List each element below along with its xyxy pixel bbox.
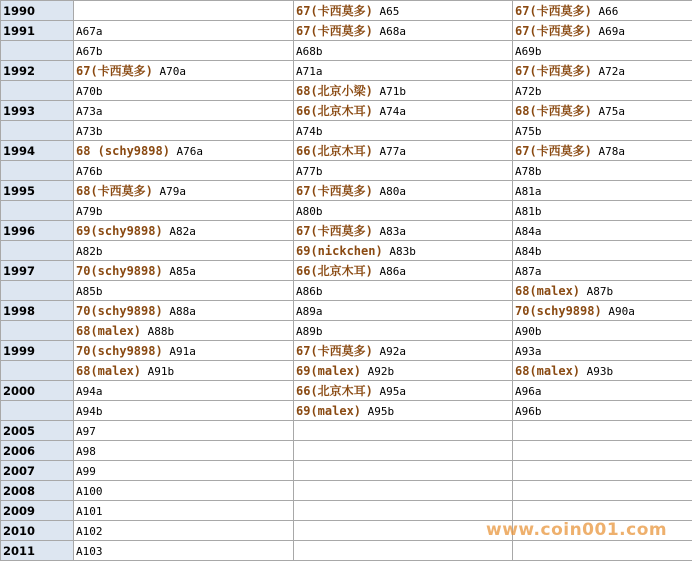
- grade-annotation: 67(卡西莫多): [296, 4, 373, 18]
- table-cell: [513, 161, 692, 181]
- year-cell: [1, 321, 74, 341]
- grade-annotation: 68(卡西莫多): [76, 184, 153, 198]
- table-cell: [294, 101, 513, 121]
- table-cell: [294, 501, 513, 521]
- table-cell: [294, 361, 513, 381]
- catalog-code: A75b: [515, 125, 542, 138]
- year-cell: 1995: [1, 181, 74, 201]
- table-cell: [74, 441, 294, 461]
- catalog-code: A94b: [76, 405, 103, 418]
- table-cell: [294, 481, 513, 501]
- catalog-code: A89b: [296, 325, 323, 338]
- catalog-code: A90b: [515, 325, 542, 338]
- table-cell: [294, 341, 513, 361]
- year-cell: 2005: [1, 421, 74, 441]
- table-cell: [294, 461, 513, 481]
- table-cell: [294, 401, 513, 421]
- catalog-code: A71b: [380, 85, 407, 98]
- table-row: [1, 201, 692, 221]
- table-row: [1, 281, 692, 301]
- table-cell: [74, 461, 294, 481]
- grade-annotation: 69(nickchen): [296, 244, 383, 258]
- table-cell: [74, 101, 294, 121]
- catalog-code: A87b: [587, 285, 614, 298]
- year-cell: 1993: [1, 101, 74, 121]
- table-cell: [513, 301, 692, 321]
- table-cell: [513, 501, 692, 521]
- grade-annotation: 68(malex): [515, 284, 580, 298]
- catalog-code: A85a: [169, 265, 196, 278]
- table-cell: [74, 381, 294, 401]
- table-cell: [294, 81, 513, 101]
- table-cell: [513, 101, 692, 121]
- catalog-code: A84a: [515, 225, 542, 238]
- table-cell: [294, 421, 513, 441]
- catalog-code: A70a: [160, 65, 187, 78]
- catalog-code: A88a: [169, 305, 196, 318]
- catalog-code: A76a: [177, 145, 204, 158]
- catalog-code: A91a: [169, 345, 196, 358]
- table-cell: [294, 201, 513, 221]
- year-cell: [1, 241, 74, 261]
- table-cell: [294, 181, 513, 201]
- table-cell: [74, 361, 294, 381]
- catalog-code: A86b: [296, 285, 323, 298]
- table-cell: [74, 321, 294, 341]
- table-cell: [294, 121, 513, 141]
- table-cell: [513, 241, 692, 261]
- table-row: [1, 461, 692, 481]
- table-row: [1, 181, 692, 201]
- catalog-code: A96b: [515, 405, 542, 418]
- grade-annotation: 70(schy9898): [76, 264, 163, 278]
- grade-annotation: 67(卡西莫多): [296, 184, 373, 198]
- catalog-code: A92b: [368, 365, 395, 378]
- table-cell: [74, 41, 294, 61]
- catalog-code: A87a: [515, 265, 542, 278]
- table-cell: [74, 1, 294, 21]
- table-row: [1, 361, 692, 381]
- table-cell: [294, 221, 513, 241]
- catalog-code: A95b: [368, 405, 395, 418]
- catalog-code: A81a: [515, 185, 542, 198]
- year-cell: [1, 121, 74, 141]
- year-cell: [1, 201, 74, 221]
- watermark: www.coin001.com: [486, 520, 667, 540]
- catalog-code: A96a: [515, 385, 542, 398]
- table-cell: [74, 501, 294, 521]
- table-cell: [74, 121, 294, 141]
- table-cell: [294, 521, 513, 541]
- table-cell: [74, 201, 294, 221]
- grade-annotation: 70(schy9898): [76, 344, 163, 358]
- table-cell: [513, 341, 692, 361]
- grade-annotation: 70(schy9898): [76, 304, 163, 318]
- catalog-code: A71a: [296, 65, 323, 78]
- table-row: [1, 221, 692, 241]
- catalog-code: A72a: [599, 65, 626, 78]
- catalog-code: A78a: [599, 145, 626, 158]
- catalog-code: A73b: [76, 125, 103, 138]
- catalog-code: A101: [76, 505, 103, 518]
- catalog-code: A66: [599, 5, 619, 18]
- table-cell: [74, 181, 294, 201]
- table-cell: [74, 401, 294, 421]
- year-cell: [1, 401, 74, 421]
- table-row: [1, 1, 692, 21]
- table-row: [1, 61, 692, 81]
- catalog-code: A79a: [160, 185, 187, 198]
- table-cell: [74, 141, 294, 161]
- catalog-code: A99: [76, 465, 96, 478]
- catalog-code: A67b: [76, 45, 103, 58]
- year-cell: 1999: [1, 341, 74, 361]
- table-cell: [513, 481, 692, 501]
- grade-annotation: 66(北京木耳): [296, 264, 373, 278]
- table-cell: [294, 241, 513, 261]
- table-row: [1, 241, 692, 261]
- table-row: [1, 481, 692, 501]
- catalog-code: A68a: [380, 25, 407, 38]
- year-cell: 1996: [1, 221, 74, 241]
- catalog-code: A74a: [380, 105, 407, 118]
- table-cell: [513, 61, 692, 81]
- table-row: [1, 321, 692, 341]
- catalog-code: A93a: [515, 345, 542, 358]
- table-cell: [74, 421, 294, 441]
- table-cell: [513, 261, 692, 281]
- catalog-code: A69b: [515, 45, 542, 58]
- table-cell: [513, 121, 692, 141]
- table-row: [1, 141, 692, 161]
- catalog-code: A69a: [599, 25, 626, 38]
- catalog-code: A98: [76, 445, 96, 458]
- table-cell: [294, 281, 513, 301]
- year-cell: [1, 81, 74, 101]
- table-cell: [513, 361, 692, 381]
- catalog-code: A97: [76, 425, 96, 438]
- year-cell: [1, 361, 74, 381]
- table-cell: [294, 441, 513, 461]
- catalog-code: A70b: [76, 85, 103, 98]
- table-row: [1, 121, 692, 141]
- catalog-code: A80a: [380, 185, 407, 198]
- year-cell: 2008: [1, 481, 74, 501]
- grade-annotation: 68(malex): [515, 364, 580, 378]
- catalog-code: A83b: [389, 245, 416, 258]
- table-cell: [74, 21, 294, 41]
- catalog-code: A103: [76, 545, 103, 558]
- table-cell: [74, 241, 294, 261]
- year-cell: 1991: [1, 21, 74, 41]
- grade-table-body: [1, 1, 692, 561]
- table-row: [1, 101, 692, 121]
- table-cell: [513, 141, 692, 161]
- table-cell: [74, 81, 294, 101]
- table-row: [1, 81, 692, 101]
- table-cell: [294, 21, 513, 41]
- catalog-code: A77b: [296, 165, 323, 178]
- table-cell: [74, 301, 294, 321]
- catalog-code: A82b: [76, 245, 103, 258]
- grade-annotation: 68(malex): [76, 324, 141, 338]
- catalog-code: A100: [76, 485, 103, 498]
- catalog-code: A65: [380, 5, 400, 18]
- table-row: [1, 501, 692, 521]
- year-cell: 1990: [1, 1, 74, 21]
- table-cell: [294, 381, 513, 401]
- table-cell: [74, 481, 294, 501]
- year-cell: 1992: [1, 61, 74, 81]
- table-cell: [513, 441, 692, 461]
- table-cell: [513, 201, 692, 221]
- grade-annotation: 68(malex): [76, 364, 141, 378]
- year-cell: 2009: [1, 501, 74, 521]
- grade-annotation: 70(schy9898): [515, 304, 602, 318]
- grade-annotation: 67(卡西莫多): [515, 4, 592, 18]
- table-row: [1, 161, 692, 181]
- table-cell: [294, 41, 513, 61]
- table-cell: [513, 41, 692, 61]
- catalog-code: A85b: [76, 285, 103, 298]
- table-cell: [294, 321, 513, 341]
- table-cell: [294, 141, 513, 161]
- grade-annotation: 66(北京木耳): [296, 144, 373, 158]
- catalog-code: A95a: [380, 385, 407, 398]
- table-cell: [74, 261, 294, 281]
- table-cell: [74, 281, 294, 301]
- catalog-code: A78b: [515, 165, 542, 178]
- grade-annotation: 68(卡西莫多): [515, 104, 592, 118]
- table-row: [1, 261, 692, 281]
- table-row: [1, 441, 692, 461]
- table-cell: [74, 521, 294, 541]
- catalog-code: A83a: [380, 225, 407, 238]
- table-cell: [513, 541, 692, 561]
- table-cell: [513, 221, 692, 241]
- grade-annotation: 68(北京小梁): [296, 84, 373, 98]
- table-cell: [513, 281, 692, 301]
- table-row: [1, 401, 692, 421]
- grade-annotation: 67(卡西莫多): [515, 64, 592, 78]
- catalog-code: A73a: [76, 105, 103, 118]
- catalog-code: A81b: [515, 205, 542, 218]
- year-cell: 2011: [1, 541, 74, 561]
- table-cell: [513, 181, 692, 201]
- table-row: [1, 301, 692, 321]
- table-cell: [513, 381, 692, 401]
- table-row: [1, 381, 692, 401]
- year-cell: 1998: [1, 301, 74, 321]
- catalog-code: A82a: [169, 225, 196, 238]
- grade-annotation: 67(卡西莫多): [515, 24, 592, 38]
- catalog-code: A68b: [296, 45, 323, 58]
- catalog-code: A86a: [380, 265, 407, 278]
- table-cell: [74, 221, 294, 241]
- catalog-code: A93b: [587, 365, 614, 378]
- year-cell: 1994: [1, 141, 74, 161]
- grade-annotation: 69(schy9898): [76, 224, 163, 238]
- catalog-code: A67a: [76, 25, 103, 38]
- catalog-code: A88b: [148, 325, 175, 338]
- catalog-code: A79b: [76, 205, 103, 218]
- table-cell: [513, 81, 692, 101]
- catalog-code: A77a: [380, 145, 407, 158]
- catalog-code: A94a: [76, 385, 103, 398]
- grade-annotation: 67(卡西莫多): [296, 344, 373, 358]
- year-cell: [1, 41, 74, 61]
- table-cell: [513, 421, 692, 441]
- table-cell: [74, 61, 294, 81]
- table-row: [1, 21, 692, 41]
- grade-annotation: 68 (schy9898): [76, 144, 170, 158]
- catalog-code: A91b: [148, 365, 175, 378]
- table-row: [1, 541, 692, 561]
- table-cell: [74, 541, 294, 561]
- table-row: [1, 341, 692, 361]
- table-cell: [74, 161, 294, 181]
- table-cell: [294, 61, 513, 81]
- catalog-code: A84b: [515, 245, 542, 258]
- table-cell: [294, 1, 513, 21]
- table-cell: [513, 321, 692, 341]
- grade-annotation: 67(卡西莫多): [515, 144, 592, 158]
- grade-annotation: 67(卡西莫多): [296, 224, 373, 238]
- year-cell: 2006: [1, 441, 74, 461]
- catalog-code: A75a: [599, 105, 626, 118]
- grade-annotation: 69(malex): [296, 404, 361, 418]
- year-cell: 2010: [1, 521, 74, 541]
- table-cell: [294, 161, 513, 181]
- grade-annotation: 69(malex): [296, 364, 361, 378]
- catalog-code: A89a: [296, 305, 323, 318]
- year-cell: [1, 161, 74, 181]
- catalog-code: A90a: [608, 305, 635, 318]
- catalog-code: A102: [76, 525, 103, 538]
- catalog-code: A74b: [296, 125, 323, 138]
- grade-annotation: 66(北京木耳): [296, 104, 373, 118]
- year-cell: 2007: [1, 461, 74, 481]
- catalog-code: A76b: [76, 165, 103, 178]
- year-cell: [1, 281, 74, 301]
- grade-annotation: 66(北京木耳): [296, 384, 373, 398]
- year-cell: 1997: [1, 261, 74, 281]
- year-cell: 2000: [1, 381, 74, 401]
- table-cell: [513, 1, 692, 21]
- grade-annotation: 67(卡西莫多): [76, 64, 153, 78]
- catalog-code: A80b: [296, 205, 323, 218]
- table-cell: [513, 21, 692, 41]
- table-row: [1, 41, 692, 61]
- table-cell: [513, 461, 692, 481]
- table-cell: [294, 301, 513, 321]
- catalog-code: A92a: [380, 345, 407, 358]
- catalog-code: A72b: [515, 85, 542, 98]
- table-cell: [513, 401, 692, 421]
- table-row: [1, 421, 692, 441]
- table-cell: [294, 261, 513, 281]
- table-cell: [74, 341, 294, 361]
- grade-annotation: 67(卡西莫多): [296, 24, 373, 38]
- table-cell: [294, 541, 513, 561]
